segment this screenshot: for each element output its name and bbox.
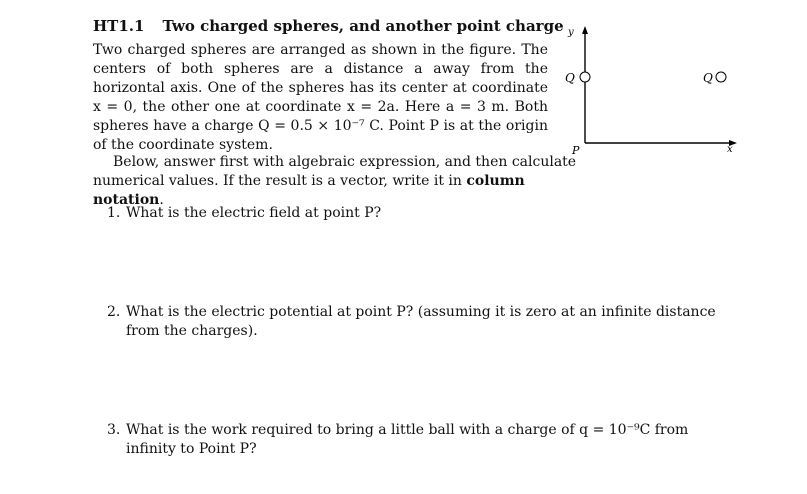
question-number: 2. (107, 304, 121, 320)
question-text: What is the work required to bring a little ball with a charge of q = 10⁻⁹C from infinity to Point P? (126, 422, 689, 457)
problem-title: Two charged spheres, and another point charge (162, 17, 564, 35)
sphere-left-label: Q (565, 71, 575, 85)
instructions-emphasis: column notation (93, 173, 525, 208)
instructions-part1: Below, answer first with algebraic expression, and then calculate numerical values. If the result is a vector, write it in (93, 154, 577, 189)
y-axis-arrow (582, 26, 588, 34)
question-number: 1. (107, 205, 121, 221)
sphere-left (580, 72, 590, 82)
sphere-right-label: Q (703, 71, 713, 85)
x-axis-label: x (727, 144, 733, 155)
instructions-part2: . (159, 192, 164, 208)
question-text: What is the electric field at point P? (126, 205, 382, 221)
coordinate-figure (555, 18, 755, 163)
y-axis-label: y (568, 27, 574, 38)
figure-svg (555, 18, 755, 163)
origin-label: P (572, 144, 580, 157)
instructions (93, 153, 598, 210)
problem-intro (93, 41, 548, 155)
problem-number: HT1.1 (93, 17, 145, 35)
question-number: 3. (107, 422, 121, 438)
problem-heading (93, 17, 564, 35)
intro-text: Two charged spheres are arranged as shown in the figure. The centers of both spheres are a distance a away from the horizontal axis. One of the spheres has its center at coordinate x = 0, the other one at coordinate x = 2a. Here a = 3 m. Both spheres have a charge Q = 0.5 × 10⁻⁷ C. Point P is at the origin of the coordinate system. (93, 42, 548, 153)
instructions-text (93, 153, 598, 210)
question-text: What is the electric potential at point P? (assuming it is zero at an infinite distance from the charges). (126, 304, 716, 339)
sphere-right (716, 72, 726, 82)
